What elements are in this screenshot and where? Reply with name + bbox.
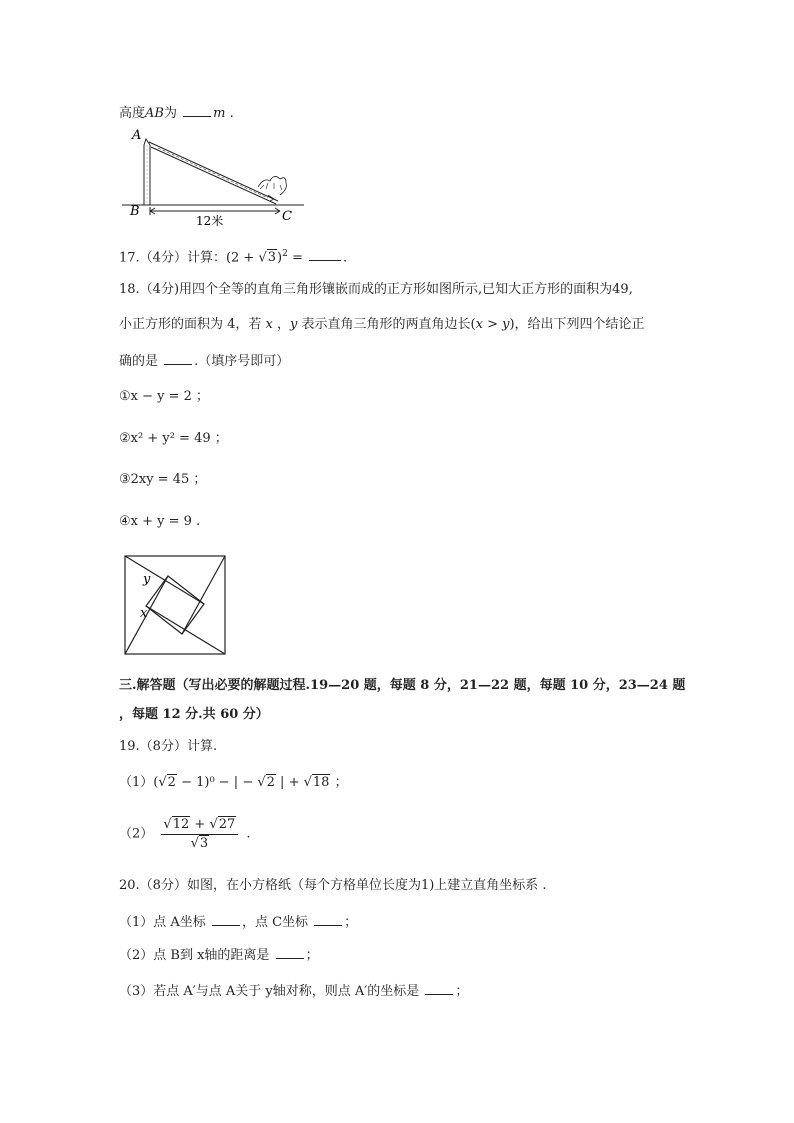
q20-p2b: ； xyxy=(305,948,319,963)
section3-heading-line1: 三.解答题（写出必要的解题过程.19—20 题，每题 8 分，21—22 题，每题 10 分，23—24 题 xyxy=(119,678,686,693)
section3-heading-line2: ，每题 12 分.共 60 分） xyxy=(119,707,269,722)
q18-line3b: .（填序号即可） xyxy=(194,354,290,369)
q20-p1-blank-c[interactable] xyxy=(314,913,342,926)
q17-line: 17.（4分）计算：$(2 + √3)^2$ = . xyxy=(119,249,348,266)
q16-prefix: 高度 xyxy=(119,106,146,121)
q19-p2-end: . xyxy=(246,826,251,842)
q19-head: 19.（8分）计算. xyxy=(119,739,218,754)
q20-p3b: ； xyxy=(455,984,469,999)
q17-answer-blank[interactable] xyxy=(309,248,341,261)
q18-line2 xyxy=(119,316,645,334)
q16-mid: 为 xyxy=(163,106,177,121)
q18-y: y xyxy=(290,317,298,332)
q20-p1b: ，点 C坐标 xyxy=(241,915,313,930)
q18-option-2: ②x² + y² = 49 ； xyxy=(119,431,228,446)
q17-end: . xyxy=(343,250,348,266)
q20-p2-blank[interactable] xyxy=(276,946,304,959)
q20-p1-blank-a[interactable] xyxy=(212,913,240,926)
q18-line2b: 表示直角三角形的两直角边长( xyxy=(297,317,476,332)
q18-comma: ， xyxy=(272,317,291,332)
q18-x: x xyxy=(265,317,273,332)
q17-head: 17.（4分）计算： xyxy=(119,250,226,266)
q17-sup: 2 xyxy=(282,249,288,259)
q16-unit: m xyxy=(213,106,226,121)
q18-line3a: 确的是 xyxy=(119,354,163,369)
q16-line xyxy=(119,104,234,123)
label-A: A xyxy=(132,128,142,143)
q20-p3a: （3）若点 A′与点 A关于 y轴对称，则点 A′的坐标是 xyxy=(119,984,424,999)
q19-p1-label: （1） xyxy=(119,775,154,790)
q18-line2c: )，给出下列四个结论正 xyxy=(509,317,645,332)
q19-p1-root2: 2 xyxy=(167,775,176,790)
flagpole-figure xyxy=(118,125,310,230)
q16-end: . xyxy=(229,106,234,121)
q18-option-3: ③2xy = 45 ； xyxy=(119,472,207,487)
q20-p3-blank[interactable] xyxy=(425,982,453,995)
q18-line2a: 小正方形的面积为 4，若 xyxy=(119,317,266,332)
q19-p1-root2b: 2 xyxy=(266,775,275,790)
q16-var: AB xyxy=(145,106,164,121)
q20-p1a: （1）点 A坐标 xyxy=(119,915,210,930)
q20-part2 xyxy=(119,946,319,965)
q19-p1-b: − 1)⁰ − | − xyxy=(176,775,258,790)
q20-part3 xyxy=(119,982,468,1001)
q19-p2-plus: + xyxy=(190,817,210,832)
pinwheel-square-figure xyxy=(122,553,228,657)
q19-part2 xyxy=(119,816,251,853)
q19-p1-a: ( xyxy=(153,775,159,790)
q19-p2-label: （2） xyxy=(119,826,154,842)
q17-expr-c: ) xyxy=(277,250,283,266)
q20-p2a: （2）点 B到 x轴的距离是 xyxy=(119,948,274,963)
q19-p2-den: 3 xyxy=(199,836,209,851)
label-C: C xyxy=(282,209,292,224)
q20-part1 xyxy=(119,913,357,932)
q17-expr-root: 3 xyxy=(267,250,277,266)
q19-p1-root18: 18 xyxy=(312,775,330,790)
q19-p1-c: | + xyxy=(275,775,304,790)
q18-option-4: ④x + y = 9 . xyxy=(119,514,201,529)
q17-expr-a: (2 + xyxy=(225,250,259,266)
label-B: B xyxy=(130,204,140,219)
q18-cond: x > y xyxy=(475,317,510,332)
q19-p1-end: ； xyxy=(330,775,348,790)
label-y: y xyxy=(143,572,151,587)
q17-eq: = xyxy=(287,250,308,266)
q16-answer-blank[interactable] xyxy=(183,104,211,117)
q20-head: 20.（8分）如图，在小方格纸（每个方格单位长度为1)上建立直角坐标系 . xyxy=(119,878,547,893)
q19-p2-num-a: 12 xyxy=(172,817,190,832)
q18-option-1: ①x − y = 2 ； xyxy=(119,389,210,404)
q18-line1: 18.（4分)用四个全等的直角三角形镶嵌而成的正方形如图所示,已知大正方形的面积为49, xyxy=(119,282,633,297)
q19-part1: （1）(√2 − 1)⁰ − | − √2 | + √18 ； xyxy=(119,775,348,790)
q19-p2-fraction: $\frac{√12 + √27}{√3}$ xyxy=(161,816,238,853)
label-x: x xyxy=(140,606,148,621)
q18-answer-blank[interactable] xyxy=(164,352,192,365)
distance-label: 12米 xyxy=(196,214,224,228)
q18-line3 xyxy=(119,352,289,371)
q19-p2-num-b: 27 xyxy=(218,817,236,832)
q20-p1c: ； xyxy=(344,915,358,930)
